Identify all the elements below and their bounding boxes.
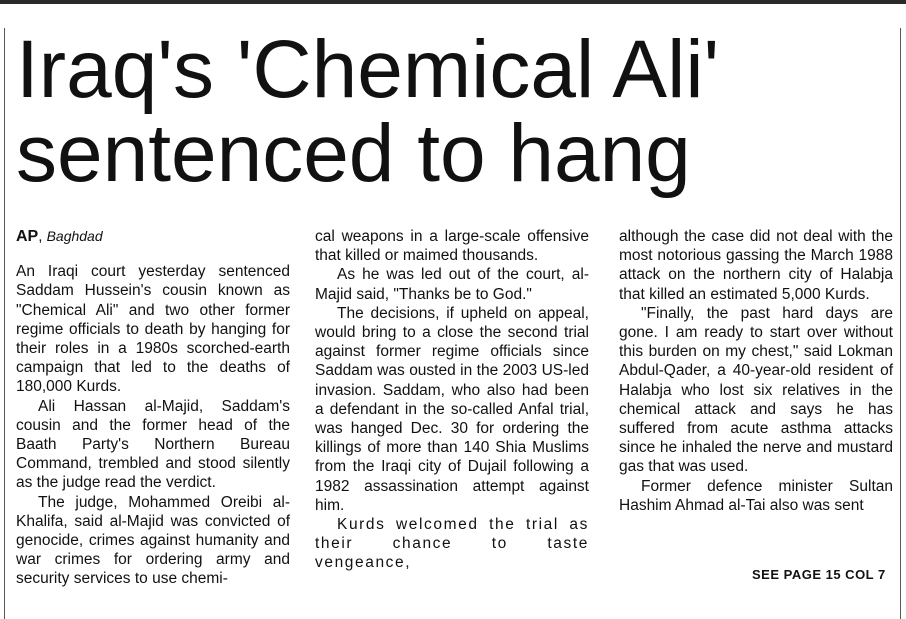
paragraph: An Iraqi court yesterday sentenced Saddam Hussein's cousin known as "Chemical Ali" and two other former regime officials to death by hanging for their roles in a 1980s scorched-earth campaign that led to the deaths of 180,000 Kurds. bbox=[16, 263, 290, 396]
paragraph: although the case did not deal with the most notorious gassing the March 1988 attack on the northern city of Halabja that killed an estimated 5,000 Kurds. bbox=[619, 228, 893, 303]
byline-separator: , bbox=[38, 228, 47, 245]
left-border-rule bbox=[4, 28, 5, 619]
article-column-3 bbox=[619, 227, 893, 515]
paragraph: As he was led out of the court, al-Majid said, "Thanks be to God." bbox=[315, 266, 589, 303]
headline-line-2: sentenced to hang bbox=[16, 108, 691, 199]
byline bbox=[16, 227, 290, 246]
paragraph: Former defence minister Sultan Hashim Ahmad al-Tai also was sent bbox=[619, 477, 893, 514]
right-border-rule bbox=[900, 28, 901, 619]
byline-agency: AP bbox=[16, 228, 39, 245]
byline-place: Baghdad bbox=[46, 228, 103, 244]
paragraph: "Finally, the past hard days are gone. I am ready to start over without this burden on my chest," said Lokman Abdul-Qader, a 40-year-old resident of Halabja who lost six relatives in the chemical attack and says he has suffered from acute asthma attacks since he inhaled the nerve and mustard gas that was used. bbox=[619, 304, 893, 476]
paragraph: cal weapons in a large-scale offensive that killed or maimed thousands. bbox=[315, 228, 589, 265]
headline-line-1: Iraq's 'Chemical Ali' bbox=[16, 24, 720, 115]
article-column-1 bbox=[16, 227, 290, 589]
paragraph: Kurds welcomed the trial as their chance to taste vengeance, bbox=[315, 516, 589, 572]
jump-reference: SEE PAGE 15 COL 7 bbox=[752, 567, 886, 582]
paragraph: Ali Hassan al-Majid, Saddam's cousin and the former head of the Baath Party's Northern Bureau Command, trembled and stood silently as the judge read the verdict. bbox=[16, 397, 290, 492]
paragraph: The decisions, if upheld on appeal, would bring to a close the second trial against former regime officials since Saddam was ousted in the 2003 US-led invasion. Saddam, who also had been a defendant in the so-called Anfal trial, was hanged Dec. 30 for ordering the killings of more than 140 Shia Muslims from the Iraqi city of Dujail following a 1982 assassination attempt against him. bbox=[315, 304, 589, 514]
top-border bbox=[0, 0, 906, 4]
headline bbox=[16, 24, 720, 199]
article-column-2 bbox=[315, 227, 589, 573]
paragraph: The judge, Mohammed Oreibi al-Khalifa, said al-Majid was convicted of genocide, crimes against humanity and war crimes for ordering army and security services to use chemi- bbox=[16, 493, 290, 588]
